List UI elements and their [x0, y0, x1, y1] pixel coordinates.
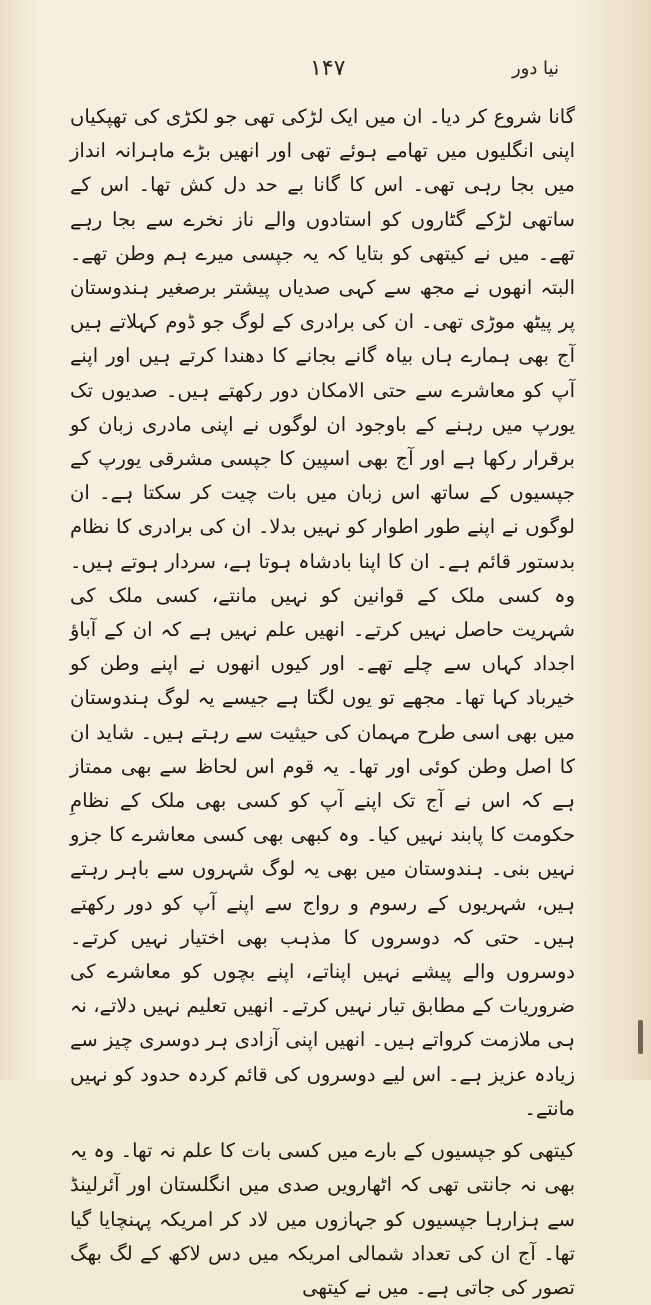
- paragraph: گانا شروع کر دیا۔ ان میں ایک لڑکی تھی جو لکڑی کی تھپکیاں اپنی انگلیوں میں تھامے ہوئے تھی اور انھیں بڑے ماہرانہ انداز میں بجا رہی تھی۔ اس کا گانا بے حد دل کش تھا۔ اس کے ساتھی لڑکے گٹاروں کو استادوں والے ناز نخرے سے بجا رہے تھے۔ میں نے کیتھی کو بتایا کہ یہ جپسی میرے ہم وطن تھے۔ البتہ انھوں نے مجھ سے کہی صدیاں پیشتر برصغیر ہندوستان پر پیٹھ موڑی تھی۔ ان کی برادری کے لوگ جو ڈوم کہلاتے ہیں آج بھی ہمارے ہاں بیاہ گانے بجانے کا دھندا کرتے ہیں اور اپنے آپ کو معاشرے سے حتی الامکان دور رکھتے ہیں۔ صدیوں تک یورپ میں رہنے کے باوجود ان لوگوں نے اپنی مادری زبان کو برقرار رکھا ہے اور آج بھی اسپین کا جپسی مشرقی یورپ کے جپسیوں کے ساتھ اس زبان میں بات چیت کر سکتا ہے۔ ان لوگوں نے اپنے طور اطوار کو نہیں بدلا۔ ان کی برادری کا نظام بدستور قائم ہے۔ ان کا اپنا بادشاہ ہوتا ہے، سردار ہوتے ہیں۔ وہ کسی ملک کے قوانین کو نہیں مانتے، کسی ملک کی شہریت حاصل نہیں کرتے۔ انھیں علم نہیں ہے کہ ان کے آباؤ اجداد کہاں سے چلے تھے۔ اور کیوں انھوں نے اپنے وطن کو خیرباد کہا تھا۔ مجھے تو یوں لگتا ہے جیسے یہ لوگ ہندوستان میں بھی اسی طرح مہمان کی حیثیت سے رہتے ہیں۔ شاید ان کا اصل وطن کوئی اور تھا۔ یہ قوم اس لحاظ سے بھی ممتاز ہے کہ اس نے آج تک اپنے آپ کو کسی بھی ملک کے نظامِ حکومت کا پابند نہیں کیا۔ وہ کبھی بھی کسی معاشرے کا جزو نہیں بنی۔ ہندوستان میں بھی یہ لوگ شہروں سے باہر رہتے ہیں، شہریوں کے رسوم و رواج سے اپنے آپ کو دور رکھتے ہیں۔ حتی کہ دوسروں کا مذہب بھی اختیار نہیں کرتے۔ دوسروں والے پیشے نہیں اپناتے، اپنے بچوں کو معاشرے کی ضروریات کے مطابق تیار نہیں کرتے۔ انھیں تعلیم نہیں دلاتے، نہ ہی ملازمت کرواتے ہیں۔ انھیں اپنی آزادی ہر دوسری چیز سے زیادہ عزیز ہے۔ اس لیے دوسروں کی قائم کردہ حدود کو نہیں مانتے۔: [70, 105, 575, 1120]
- paragraph: کیتھی کو جپسیوں کے بارے میں کسی بات کا علم نہ تھا۔ وہ یہ بھی نہ جانتی تھی کہ اٹھارویں صدی میں انگلستان اور آئرلینڈ سے ہزارہا جپسیوں کو جہازوں میں لاد کر امریکہ پہنچایا گیا تھا۔ آج ان کی تعداد شمالی امریکہ میں دس لاکھ کے لگ بھگ تصور کی جاتی ہے۔ میں نے کیتھی: [70, 1139, 575, 1299]
- margin-mark: [638, 1020, 643, 1054]
- running-title: نیا دور: [511, 58, 559, 79]
- page-number: ۱۴۷: [310, 56, 346, 81]
- page-body: [70, 100, 575, 1305]
- page-header: [0, 52, 651, 92]
